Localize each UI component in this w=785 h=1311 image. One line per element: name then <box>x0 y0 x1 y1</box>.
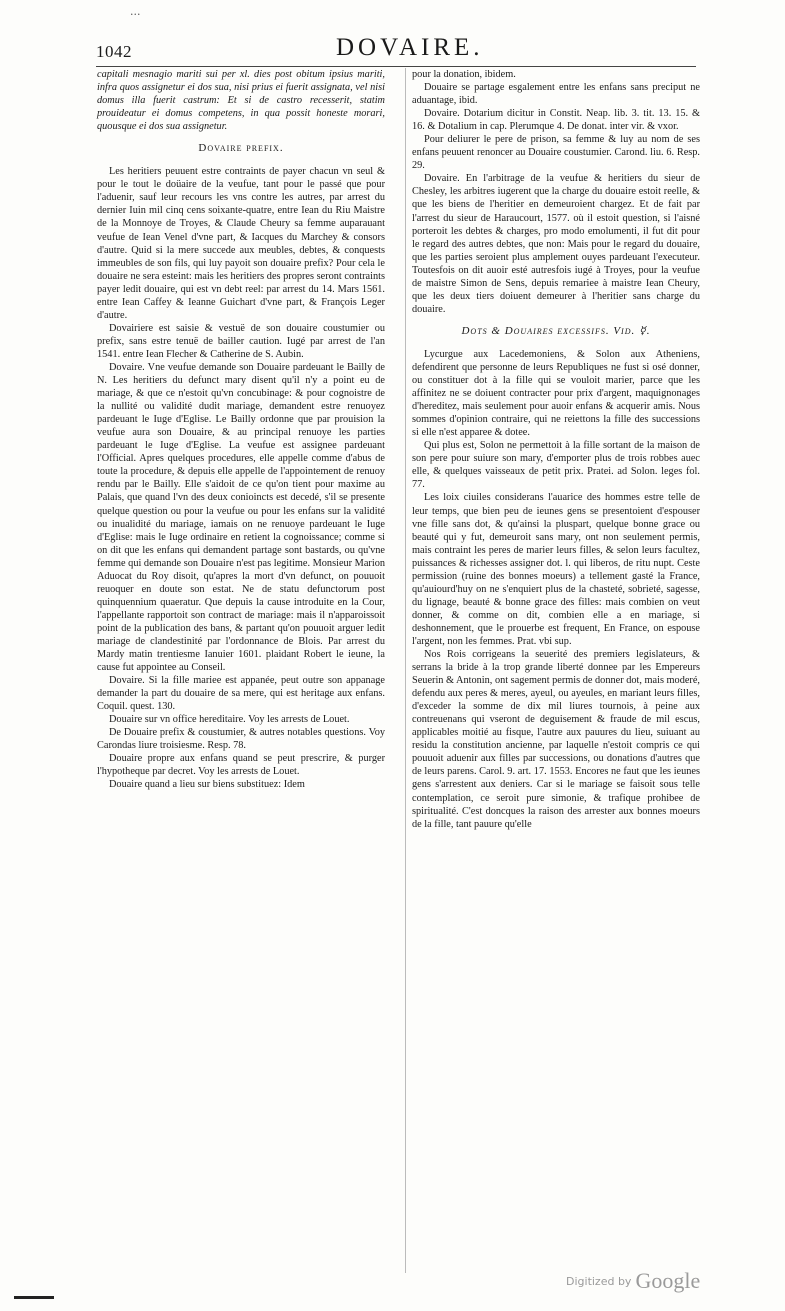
footer-rule <box>14 1296 54 1299</box>
left-column <box>97 68 385 792</box>
google-logo: Google <box>635 1268 701 1293</box>
paragraph: Nos Rois corrigeans la seuerité des premiers legislateurs, & serrans la bride à la trop grande liberté donnee par les Empereurs Seuerin & Antonin, ont sagement permis de donner dot, mais moderé, defendu aux peres & meres, ayeul, ou ayeules, en mariant leurs filles, d'exceder la somme de dix mil liures tournois, à peine aux contreuenans qui vseront de deguisement & fraude de mil escus, applicables moitié au fisque, l'autre aux pauures du lieu, suiuant au residu la constitution ancienne, par laquelle n'estoit compris ce qui pouuoit aduenir aux filles par successions, ou donations d'autres que de leurs parens. Carol. 9. art. 17. 1553. Encores ne faut que les ieunes gens s'arrestent aux deniers. Car si le mariage se faisoit sous telle contemplation, ce seroit pure simonie, & trafique prohibee de spiritualité. C'est doncques la raison des arrester aux bonnes moeurs de la fille, tant pauure qu'elle <box>412 649 700 830</box>
section-heading-dots-excessifs: Dots & Douaires excessifs. Vid. ☿. <box>461 324 651 337</box>
paragraph: Dovairiere est saisie & vestuë de son douaire coustumier ou prefix, sans estre tenuë de bailler caution. Iugé par arrest de l'an 1541. entre Iean Flecher & Catherine de S. Aubin. <box>97 322 385 360</box>
paragraph: Dovaire. Dotarium dicitur in Constit. Neap. lib. 3. tit. 13. 15. & 16. & Dotalium in cap. Plerumque 4. De donat. inter vir. & vxor. <box>412 108 700 133</box>
right-column <box>412 68 700 831</box>
paragraph: Douaire se partage esgalement entre les enfans sans preciput ne aduantage, ibid. <box>412 82 700 107</box>
paragraph: Les heritiers peuuent estre contraints de payer chacun vn seul & pour le tout le doüaire de la veufue, tant pour le passé que pour l'aduenir, sauf leur recours les vns contre les autres, par arrest du dernier Iuin mil cinq cens soixante-quatre, entre Iean du Riu Maistre de la Monnoye de Troyes, & Claude Cheury sa femme auparauant veufue de Iean Venel d'vne part, & Iacques du Marchey & consors d'autre. Quid si la mere succede aux meubles, debtes, & conquests immeubles de son fils, qui luy payoit son douaire prefix? Pour cela le douaire ne sera esteint: mais les heritiers des propres seront contraints payer ledit douaire, qui est vn debt reel: par arrest du 14. Mars 1561. entre Iean Caffey & Ieanne Guichart d'vne part, & François Leger d'autre. <box>97 166 385 321</box>
paragraph: Lycurgue aux Lacedemoniens, & Solon aux Atheniens, defendirent que personne de leurs Republiques ne fust si osé donner, ou constituer dot à la fille qui se vouloit marier, parce que les affinitez ne se doiuent contracter pour prix d'argent, maquignonages d'hereditez, mais seulement pour auoir enfans & acquerir amis. Nous sommes d'opinion contraire, qui ne reiettons la fille des successions si elle n'est apparee & dotee. <box>412 348 700 439</box>
paragraph: De Douaire prefix & coustumier, & autres notables questions. Voy Carondas liure troisiesme. Resp. 78. <box>97 727 385 752</box>
page-header <box>96 34 696 64</box>
watermark-prefix: Digitized by <box>566 1275 632 1288</box>
paragraph: Pour deliurer le pere de prison, sa femme & luy au nom de ses enfans peuuent renoncer au Douaire coustumier. Carond. liu. 6. Resp. 29. <box>412 134 700 172</box>
paragraph: Qui plus est, Solon ne permettoit à la fille sortant de la maison de son pere pour suiure son mary, d'emporter plus de trois robbes auec elle, & quelques vaisseaux de petit prix. Pratei. ad Solon. leges fol. 77. <box>412 440 700 491</box>
paragraph: Les loix ciuiles considerans l'auarice des hommes estre telle de leur temps, que bien peu de ieunes gens se presentoient d'espouser vne fille sans dot, & qu'ainsi la pluspart, quelque bonne grace ou beauté qui y fut, demeuroit sans mary, ont non seulement permis, mais contraint les peres de marier leurs filles, & selon leurs facultez, puissances & richesses assigner dot. l. qui liberos, de ritu nupt. Ceste permission (ruine des bonnes moeurs) a tellement gasté la France, qu'auiourd'huy on ne s'enquiert plus de la chasteté, sobrieté, sagesse, du lignage, beauté & bonne grace des filles: mais combien on veut donner, & comme on dit, combien elle a en mariage, si deshonnement, que le prouerbe est frequent, En France, on espouse l'argent, non les femmes. Prat. vbi sup. <box>412 492 700 647</box>
right-opening: pour la donation, ibidem. <box>412 69 516 80</box>
paragraph: Dovaire. En l'arbitrage de la veufue & heritiers du sieur de Chesley, les arbitres iugerent que la charge du douaire estoit reelle, & que les biens de l'heritier en demeuroient chargez. Et de fait par l'arrest du sieur de Haraucourt, 1577. où il estoit question, si l'aisné porteroit les debtes & charges, pro modo emolumenti, il fut dit pour le regard des autres debtes, que non: Mais pour le regard du douaire, que les parties seroient plus amplement ouyes pardeuant l'executeur. Toutesfois on dit auoir esté autresfois iugé à Troyes, pour la veufue de maistre Simon de Sens, depuis remariee à maistre Iean Cheury, que les deux tiers doiuent demeurer à l'heritier sans charge du douaire. <box>412 173 700 315</box>
corner-mark: ··· <box>130 8 141 21</box>
paragraph: Dovaire. Vne veufue demande son Douaire pardeuant le Bailly de N. Les heritiers du defunct mary disent qu'il n'y a point eu de mariage, & que ce n'estoit qu'vn concubinage: & pour cognoistre de la nullité ou validité dudit mariage, demandent estre renuoyez pardeuant le Iuge d'Eglise. Le Bailly ordonne que par prouision la veufue aura son Douaire, & au principal renuoye les parties pardeuant le Iuge d'Eglise. La veufue est assignee pardeuant l'Official. Apres quelques procedures, elle appelle comme d'abus de toute la procedure, & depuis elle appelle de l'appointement de renuoy rendu par le Bailly. Elle s'aidoit de ce qu'on tient pour maxime au Palais, que quand l'vn des deux conioincts est decedé, s'il se presente quelque question ou pour la veufue ou pour les enfans sur la validité ou inualidité du mariage, iamais on ne renuoye pardeuant le Iuge d'Eglise: mais le Iuge ordinaire en retient la cognoissance; comme si on dit que les enfans qui demandent partage sont bastards, ou qu'vne femme qui demande son Douaire n'est pas legitime. Monsieur Marion Aduocat du Roy disoit, qu'apres la mort d'vn defunct, on pouuoit reuoquer en doute son estat. Ne de statu defunctorum post quinquennium quaeratur. Que depuis la cause introduite en la Cour, l'appellante rapportoit son contract de mariage: mais il n'apparoissoit point de la publication des bans, & partant qu'on pouuoit arguer ledit mariage de clandestinité par l'ordonnance de Blois. Par arrest du Mardy matin trentiesme Ianuier 1601. plaidant Robert le ieune, la cause fut appointee au Conseil. <box>97 361 385 674</box>
section-heading-douaire-prefix: Dovaire prefix. <box>198 142 284 155</box>
digitized-watermark <box>566 1268 700 1294</box>
running-title: DOVAIRE. <box>336 34 484 61</box>
column-divider <box>405 68 406 1273</box>
paragraph: Dovaire. Si la fille mariee est appanée, peut outre son appanage demander la part du douaire de sa mere, qui est heritage aux enfans. Coquil. quest. 130. <box>97 675 385 713</box>
paragraph: Douaire quand a lieu sur biens substituez: Idem <box>109 779 305 791</box>
paragraph: Douaire propre aux enfans quand se peut prescrire, & purger l'hypotheque par decret. Voy les arrests de Louet. <box>97 753 385 778</box>
header-rule <box>96 66 696 67</box>
paragraph: Douaire sur vn office hereditaire. Voy les arrests de Louet. <box>109 714 350 726</box>
left-opening: capitali mesnagio mariti sui per xl. dies post obitum ipsius mariti, infra quos assignetur ei dos sua, nisi prius ei fuerit assignata, vel nisi domus illa fuerit castrum: Et si de castro recesserit, statim prouideatur ei domus competens, in qua possit honeste morari, quousque ei dos sua assignetur. <box>97 69 385 133</box>
page-number: 1042 <box>96 42 132 61</box>
